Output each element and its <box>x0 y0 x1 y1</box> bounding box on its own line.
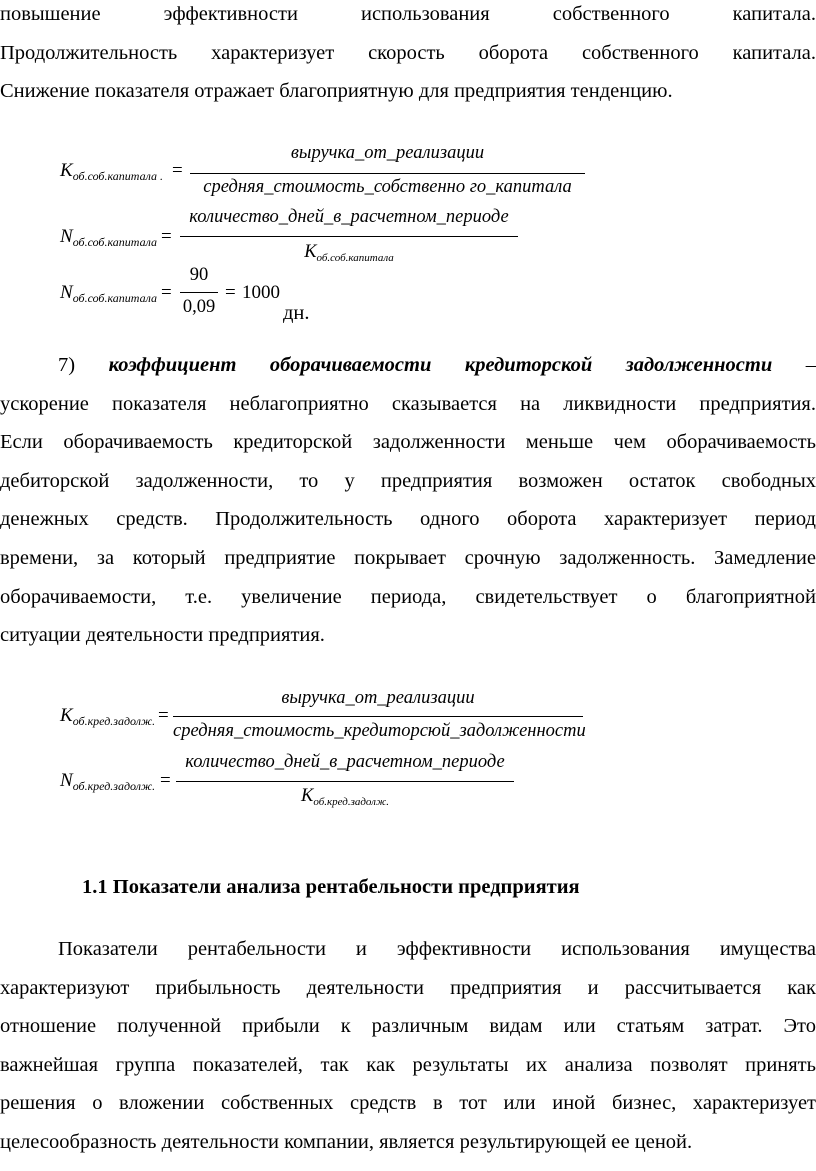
text-line: оборачиваемости, т.е. увеличение периода, свидетельствует о благоприятной <box>0 585 816 608</box>
text-line: времени, за который предприятие покрывает срочную задолженность. Замедление <box>0 546 816 569</box>
text-line: целесообразность деятельности компании, является результирующей ее ценой. <box>0 1130 693 1153</box>
profitability-paragraph <box>0 930 816 1162</box>
text-line: ситуации деятельности предприятия. <box>0 624 325 647</box>
formula-numerator: количество_дней_в_расчетном_периоде <box>185 752 505 772</box>
text-line: дебиторской задолженности, то у предприятия возможен остаток свободных <box>0 469 816 492</box>
text-line: Если оборачиваемость кредиторской задолженности меньше чем оборачиваемость <box>0 431 816 454</box>
fraction-bar <box>173 716 583 717</box>
text-line: денежных средств. Продолжительность одного оборота характеризует период <box>0 508 816 531</box>
equals-sign: = <box>158 705 169 726</box>
unit-label: дн. <box>283 302 310 324</box>
formula-denominator: $K_{об.кред.задолж.}$ <box>301 786 389 808</box>
formula-lhs: $N_{об.соб.капитала}$ <box>60 282 157 305</box>
formula-denominator: 0,09 <box>182 297 216 317</box>
formula-lhs: $K_{об.соб.капитала .}$ <box>60 160 163 183</box>
equals-sign: = <box>161 226 172 247</box>
text-line: важнейшая группа показателей, так как результаты их анализа позволят принять <box>0 1053 816 1076</box>
formula-numerator: 90 <box>189 265 209 285</box>
text-line: Продолжительность характеризует скорость оборота собственного капитала. <box>0 41 816 64</box>
term: коэффициент оборачиваемости кредиторской задолженности <box>108 354 773 376</box>
text-line: отношение полученной прибыли к различным видам или статьям затрат. Это <box>0 1015 816 1038</box>
section-heading: 1.1 Показатели анализа рентабельности предприятия <box>82 876 580 898</box>
dash: – <box>805 354 816 376</box>
formula-numerator: количество_дней_в_расчетном_периоде <box>189 207 509 227</box>
text-line: решения о вложении собственных средств в тот или иной бизнес, характеризует <box>0 1092 816 1115</box>
item-number: 7) <box>58 354 76 376</box>
formula-lhs: $N_{об.соб.капитала}$ <box>60 226 157 249</box>
formula-lhs: $K_{об.кред.задолж.}$ <box>60 705 156 728</box>
formula-numerator: выручка_от_реализации <box>281 688 475 708</box>
formula-denominator: средняя_стоимость_кредиторсюй_задолженности <box>173 721 586 741</box>
text-line: Снижение показателя отражает благоприятную для предприятия тенденцию. <box>0 80 673 103</box>
formula-denominator: средняя_стоимость_собственно го_капитала <box>203 177 572 197</box>
formula-result: 1000 <box>242 282 280 303</box>
text-line: повышение эффективности использования собственного капитала. <box>0 3 816 25</box>
equals-sign: = <box>160 770 171 791</box>
equals-sign: = <box>225 282 236 303</box>
equals-sign: = <box>172 160 183 181</box>
formula-denominator: $K_{об.соб.капитала}$ <box>304 242 394 264</box>
equals-sign: = <box>161 282 172 303</box>
text-line: характеризуют прибыльность деятельности предприятия и рассчитывается как <box>0 976 816 999</box>
text-line: ускорение показателя неблагоприятно сказывается на ликвидности предприятия. <box>0 392 816 415</box>
text-line: Показатели рентабельности и эффективности использования имущества <box>58 938 816 960</box>
formula-lhs: $N_{об.кред.задолж.}$ <box>60 770 156 793</box>
formula-numerator: выручка_от_реализации <box>290 143 485 163</box>
fraction-bar <box>176 781 514 782</box>
